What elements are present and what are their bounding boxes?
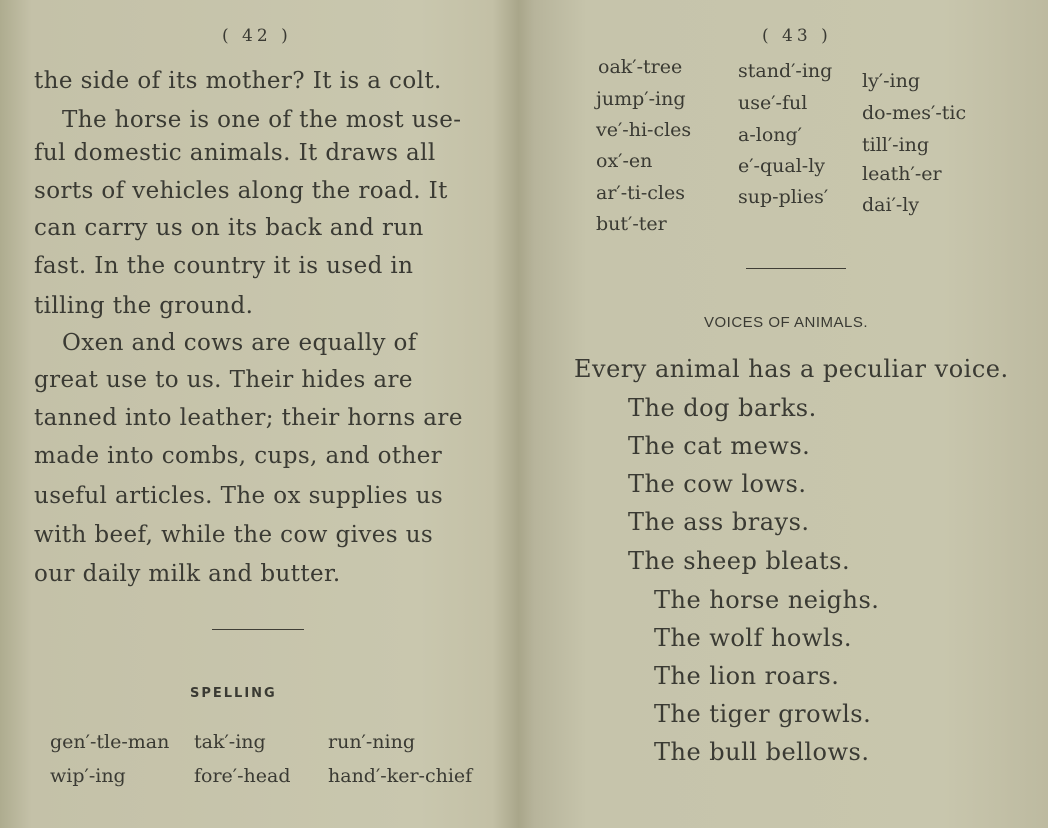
paragraph-line: ful domestic animals. It draws all <box>34 140 436 166</box>
voices-line: The cow lows. <box>628 470 807 498</box>
left-page <box>0 0 520 828</box>
spelling-word: sup-plies′ <box>738 186 829 208</box>
spelling-word: dai′-ly <box>862 194 920 216</box>
spelling-word: use′-ful <box>738 92 808 114</box>
spelling-word: ly′-ing <box>862 70 921 92</box>
spelling-word: fore′-head <box>194 765 291 787</box>
spelling-word: gen′-tle-man <box>50 731 170 753</box>
spelling-word: wip′-ing <box>50 765 126 787</box>
spelling-word: ox′-en <box>596 150 653 172</box>
spelling-word: jump′-ing <box>596 88 686 110</box>
paragraph-line: with beef, while the cow gives us <box>34 522 434 548</box>
spelling-word: ve′-hi-cles <box>596 119 692 141</box>
paragraph-line: Oxen and cows are equally of <box>62 330 417 356</box>
voices-line: The sheep bleats. <box>628 547 851 575</box>
voices-heading: VOICES OF ANIMALS. <box>704 314 869 331</box>
voices-line: The cat mews. <box>628 432 811 460</box>
section-divider <box>746 268 846 269</box>
paragraph-line: made into combs, cups, and other <box>34 443 443 469</box>
paragraph-line: the side of its mother? It is a colt. <box>34 68 442 94</box>
paragraph-line: our daily milk and butter. <box>34 561 341 587</box>
paragraph-line: great use to us. Their hides are <box>34 367 413 393</box>
spelling-word: hand′-ker-chief <box>328 765 473 787</box>
paragraph-line: tanned into leather; their horns are <box>34 405 463 431</box>
paragraph-line: The horse is one of the most use- <box>62 107 462 133</box>
left-page-number: ( 42 ) <box>222 26 292 46</box>
voices-line: Every animal has a peculiar voice. <box>574 355 1009 383</box>
spelling-word: ar′-ti-cles <box>596 182 685 204</box>
voices-line: The tiger growls. <box>654 700 872 728</box>
spelling-word: oak′-tree <box>598 56 683 78</box>
spelling-word: stand′-ing <box>738 60 833 82</box>
spelling-word: but′-ter <box>596 213 667 235</box>
spelling-word: e′-qual-ly <box>738 155 826 177</box>
voices-line: The bull bellows. <box>654 738 870 766</box>
paragraph-line: useful articles. The ox supplies us <box>34 483 444 509</box>
voices-line: The lion roars. <box>654 662 840 690</box>
paragraph-line: fast. In the country it is used in <box>34 253 414 279</box>
voices-line: The dog barks. <box>628 394 817 422</box>
voices-line: The wolf howls. <box>654 624 853 652</box>
right-page-number: ( 43 ) <box>762 26 832 46</box>
spelling-word: run′-ning <box>328 731 416 753</box>
spelling-word: tak′-ing <box>194 731 266 753</box>
spelling-word: do-mes′-tic <box>862 102 967 124</box>
paragraph-line: can carry us on its back and run <box>34 215 424 241</box>
spelling-heading: SPELLING <box>190 686 277 701</box>
voices-line: The horse neighs. <box>654 586 880 614</box>
right-page <box>524 0 1048 828</box>
voices-line: The ass brays. <box>628 508 810 536</box>
spelling-word: till′-ing <box>862 134 930 156</box>
paragraph-line: sorts of vehicles along the road. It <box>34 178 448 204</box>
spelling-word: a-long′ <box>738 124 802 146</box>
section-divider <box>212 629 304 630</box>
paragraph-line: tilling the ground. <box>34 293 254 319</box>
spelling-word: leath′-er <box>862 163 942 185</box>
